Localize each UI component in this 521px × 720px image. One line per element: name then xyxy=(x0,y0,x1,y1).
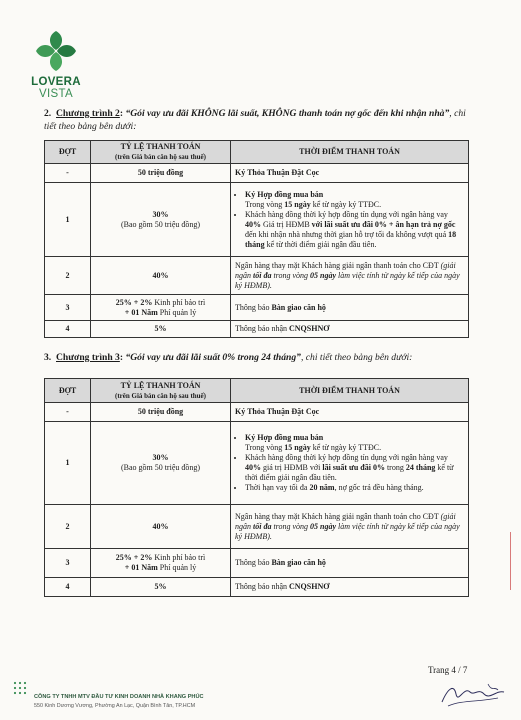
header-dot: ĐỢT xyxy=(45,141,91,164)
table-row: - 50 triệu đồng Ký Thỏa Thuận Đặt Cọc xyxy=(45,164,469,183)
footer-logo-icon xyxy=(12,680,32,696)
table-row: - 50 triệu đồng Ký Thỏa Thuận Đặt Cọc xyxy=(45,403,469,422)
footer-address: 550 Kinh Dương Vương, Phường An Lạc, Quận Bình Tân, TP.HCM xyxy=(34,703,196,709)
table-row: 1 30% (Bao gồm 50 triệu đồng) • Ký Hợp đồng mua bán Trong vòng 15 ngày kể từ ngày ký TTĐC. • Khách hàng đồng thời ký hợp đồng tín dụng với ngân hàng vay 40% Giá trị HĐMB với lãi suất ưu đãi 0% + ân hạn trả nợ gốc đến khi nhận nhà nhưng thời gian hỗ trợ tối đa không vượt quá 18 tháng kể từ thời điểm giải ngân đầu tiên. xyxy=(45,183,469,257)
margin-stamp xyxy=(510,532,521,590)
table-header-row xyxy=(45,141,469,164)
section-2-heading: 2. Chương trình 2: “Gói vay ưu đãi KHÔNG lãi suất, KHÔNG thanh toán nợ gốc đến khi nhận nhà”, chi tiết theo bảng bên dưới: xyxy=(44,108,466,132)
header-time: THỜI ĐIỂM THANH TOÁN xyxy=(231,379,469,403)
signature-image xyxy=(438,680,508,710)
table-row: 4 5% Thông báo nhận CNQSHNƠ xyxy=(45,321,469,338)
table-header-row xyxy=(45,379,469,403)
payment-table-program-3 xyxy=(44,378,469,597)
table-row: 2 40% Ngân hàng thay mặt Khách hàng giải ngân thanh toán cho CĐT (giải ngân tối đa trong vòng 05 ngày làm việc tính từ ngày kế tiếp của ngày ký HĐMB). xyxy=(45,257,469,295)
section-3-heading: 3. Chương trình 3: “Gói vay ưu đãi lãi suất 0% trong 24 tháng”, chi tiết theo bảng bên dưới: xyxy=(44,352,413,363)
table-row: 1 30% (Bao gồm 50 triệu đồng) • Ký Hợp đồng mua bán Trong vòng 15 ngày kể từ ngày ký TTĐC. • Khách hàng đồng thời ký hợp đồng tín dụng với ngân hàng vay 40% giá trị HĐMB với lãi suất ưu đãi 0% trong 24 tháng kể từ thời điểm giải ngân đầu tiên. • Thời hạn vay tối đa 20 năm, nợ gốc trả đều hàng tháng. xyxy=(45,422,469,505)
brand-name: LOVERA VISTA xyxy=(31,76,81,100)
leaf-logo-icon xyxy=(33,28,79,74)
header-ratio: TỶ LỆ THANH TOÁN (trên Giá bán căn hộ sau thuế) xyxy=(91,141,231,164)
footer-company: CÔNG TY TNHH MTV ĐẦU TƯ KINH DOANH NHÀ KHANG PHÚC xyxy=(34,694,204,700)
table-row: 4 5% Thông báo nhận CNQSHNƠ xyxy=(45,578,469,597)
payment-table-program-2 xyxy=(44,140,469,338)
table-row: 2 40% Ngân hàng thay mặt Khách hàng giải ngân thanh toán cho CĐT (giải ngân tối đa trong vòng 05 ngày làm việc tính từ ngày kế tiếp của ngày ký HĐMB). xyxy=(45,505,469,549)
header-time: THỜI ĐIỂM THANH TOÁN xyxy=(231,141,469,164)
table-row: 3 25% + 2% Kinh phí bảo trì + 01 Năm Phí quản lý Thông báo Bàn giao căn hộ xyxy=(45,295,469,321)
header-dot: ĐỢT xyxy=(45,379,91,403)
page-number: Trang 4 / 7 xyxy=(428,665,468,675)
table-row: 3 25% + 2% Kinh phí bảo trì + 01 Năm Phí quản lý Thông báo Bàn giao căn hộ xyxy=(45,549,469,578)
brand-logo xyxy=(16,28,96,100)
header-ratio: TỶ LỆ THANH TOÁN (trên Giá bán căn hộ sau thuế) xyxy=(91,379,231,403)
